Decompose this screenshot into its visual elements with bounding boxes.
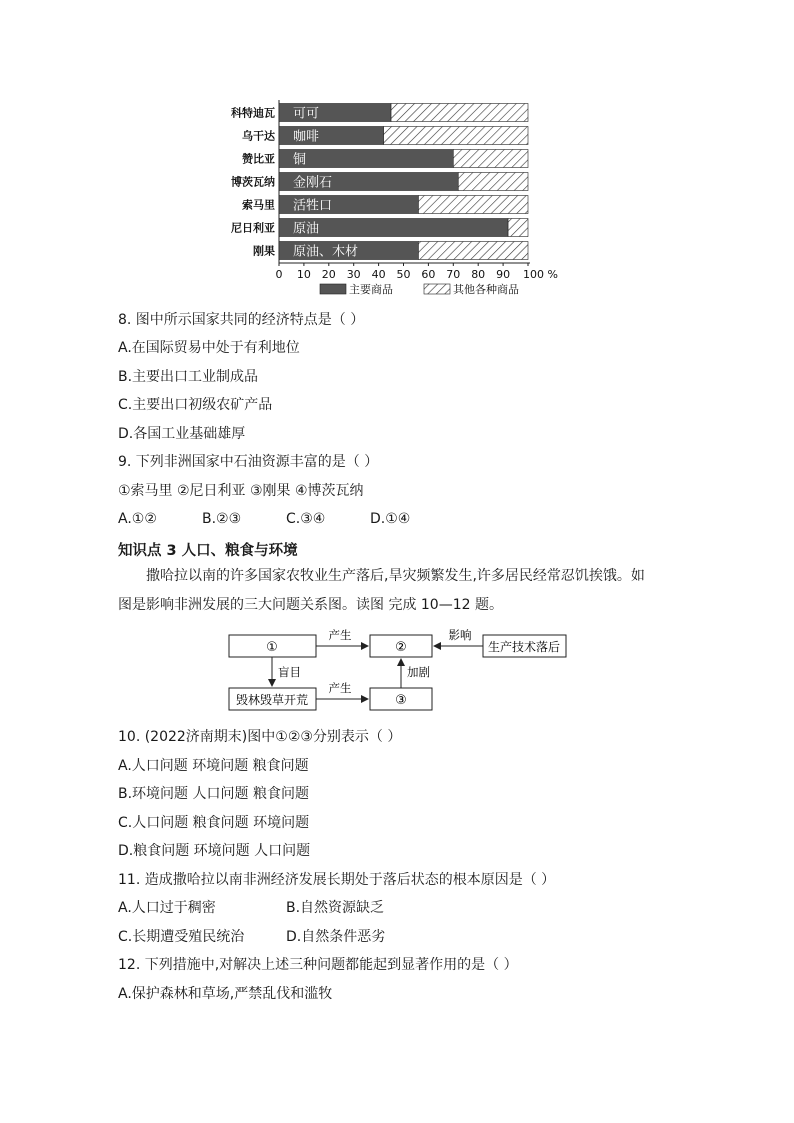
x-tick-label: 50 — [396, 268, 411, 281]
intro-line-1: 撒哈拉以南的许多国家农牧业生产落后,旱灾频繁发生,许多居民经常忍饥挨饿。如 — [146, 568, 645, 584]
category-label: 索马里 — [242, 198, 275, 212]
q9-items: ①索马里 ②尼日利亚 ③刚果 ④博茨瓦纳 — [118, 483, 364, 499]
bar-other-2 — [453, 150, 528, 168]
q8-option-b[interactable]: B.主要出口工业制成品 — [118, 369, 259, 385]
legend-swatch-other — [424, 284, 450, 294]
legend-swatch-main — [320, 284, 346, 294]
bar-data-label: 咖啡 — [293, 129, 320, 145]
q10-option-a[interactable]: A.人口问题 环境问题 粮食问题 — [118, 758, 309, 774]
q10-option-b[interactable]: B.环境问题 人口问题 粮食问题 — [118, 786, 309, 802]
q10-option-d[interactable]: D.粮食问题 环境问题 人口问题 — [118, 843, 311, 859]
q10-stem: 10. (2022济南期末)图中①②③分别表示（ ） — [118, 729, 402, 745]
legend-label-other: 其他各种商品 — [453, 283, 519, 296]
category-label: 刚果 — [253, 244, 275, 258]
q11-option-a[interactable]: A.人口过于稠密 — [118, 900, 216, 916]
export-structure-chart — [0, 0, 794, 300]
bar-data-label: 可可 — [293, 106, 320, 122]
box-3-label: ③ — [395, 693, 407, 708]
bar-data-label: 铜 — [293, 152, 307, 168]
q9-stem: 9. 下列非洲国家中石油资源丰富的是（ ） — [118, 454, 379, 470]
x-tick-label: 20 — [321, 268, 336, 281]
x-tick-label: 0 — [275, 268, 283, 281]
bar-data-label: 原油 — [293, 221, 320, 237]
label-produce-top: 产生 — [328, 628, 352, 642]
bar-other-1 — [384, 127, 528, 145]
bar-other-3 — [458, 173, 528, 191]
q11-option-c[interactable]: C.长期遭受殖民统治 — [118, 929, 245, 945]
q8-option-c[interactable]: C.主要出口初级农矿产品 — [118, 397, 273, 413]
x-tick-label: 70 — [446, 268, 461, 281]
q9-option-d[interactable]: D.①④ — [370, 511, 411, 527]
section-title: 知识点 3 人口、粮食与环境 — [118, 543, 298, 559]
q11-options-row-1 — [118, 899, 384, 917]
q9-option-b[interactable]: B.②③ — [202, 511, 242, 527]
q10-option-c[interactable]: C.人口问题 粮食问题 环境问题 — [118, 815, 310, 831]
q12-option-a[interactable]: A.保护森林和草场,严禁乱伐和滥牧 — [118, 986, 333, 1002]
bar-other-5 — [508, 219, 528, 237]
category-label: 科特迪瓦 — [231, 106, 275, 120]
problem-relationship-diagram — [0, 620, 794, 720]
q11-option-d[interactable]: D.自然条件恶劣 — [286, 929, 386, 945]
bar-data-label: 原油、木材 — [293, 244, 359, 260]
q11-option-b[interactable]: B.自然资源缺乏 — [286, 900, 385, 916]
q8-option-a[interactable]: A.在国际贸易中处于有利地位 — [118, 340, 300, 356]
box-tech-label: 生产技术落后 — [487, 640, 561, 654]
q9-option-c[interactable]: C.③④ — [286, 511, 326, 527]
label-produce-bottom: 产生 — [328, 681, 352, 695]
box-1-label: ① — [266, 640, 278, 655]
x-tick-label: 60 — [421, 268, 436, 281]
q9-options — [118, 510, 410, 528]
x-tick-label: 80 — [471, 268, 486, 281]
category-label: 尼日利亚 — [231, 221, 275, 235]
x-tick-label: 30 — [346, 268, 361, 281]
category-label: 赞比亚 — [242, 152, 275, 166]
q8-stem: 8. 图中所示国家共同的经济特点是（ ） — [118, 312, 365, 328]
box-2-label: ② — [395, 640, 407, 655]
x-tick-label: 100 % — [523, 268, 558, 281]
box-destroy-label: 毁林毁草开荒 — [235, 693, 309, 707]
q8-option-d[interactable]: D.各国工业基础雄厚 — [118, 426, 246, 442]
q9-option-a[interactable]: A.①② — [118, 511, 157, 527]
bar-other-0 — [391, 104, 528, 122]
bar-other-6 — [418, 242, 528, 260]
bar-data-label: 活牲口 — [293, 198, 333, 214]
x-tick-label: 10 — [296, 268, 311, 281]
legend-label-main: 主要商品 — [349, 283, 393, 296]
category-label: 乌干达 — [242, 129, 275, 143]
label-influence: 影响 — [448, 628, 472, 642]
label-blind: 盲目 — [278, 665, 301, 679]
q11-stem: 11. 造成撒哈拉以南非洲经济发展长期处于落后状态的根本原因是（ ） — [118, 872, 556, 888]
q11-options-row-2 — [118, 928, 385, 946]
category-label: 博茨瓦纳 — [231, 175, 275, 189]
bar-other-4 — [418, 196, 528, 214]
bar-data-label: 金刚石 — [293, 175, 333, 191]
x-tick-label: 90 — [496, 268, 511, 281]
intro-line-2: 图是影响非洲发展的三大问题关系图。读图 完成 10—12 题。 — [118, 597, 503, 613]
x-tick-label: 40 — [371, 268, 386, 281]
label-aggravate: 加剧 — [407, 665, 430, 679]
q12-stem: 12. 下列措施中,对解决上述三种问题都能起到显著作用的是（ ） — [118, 957, 518, 973]
